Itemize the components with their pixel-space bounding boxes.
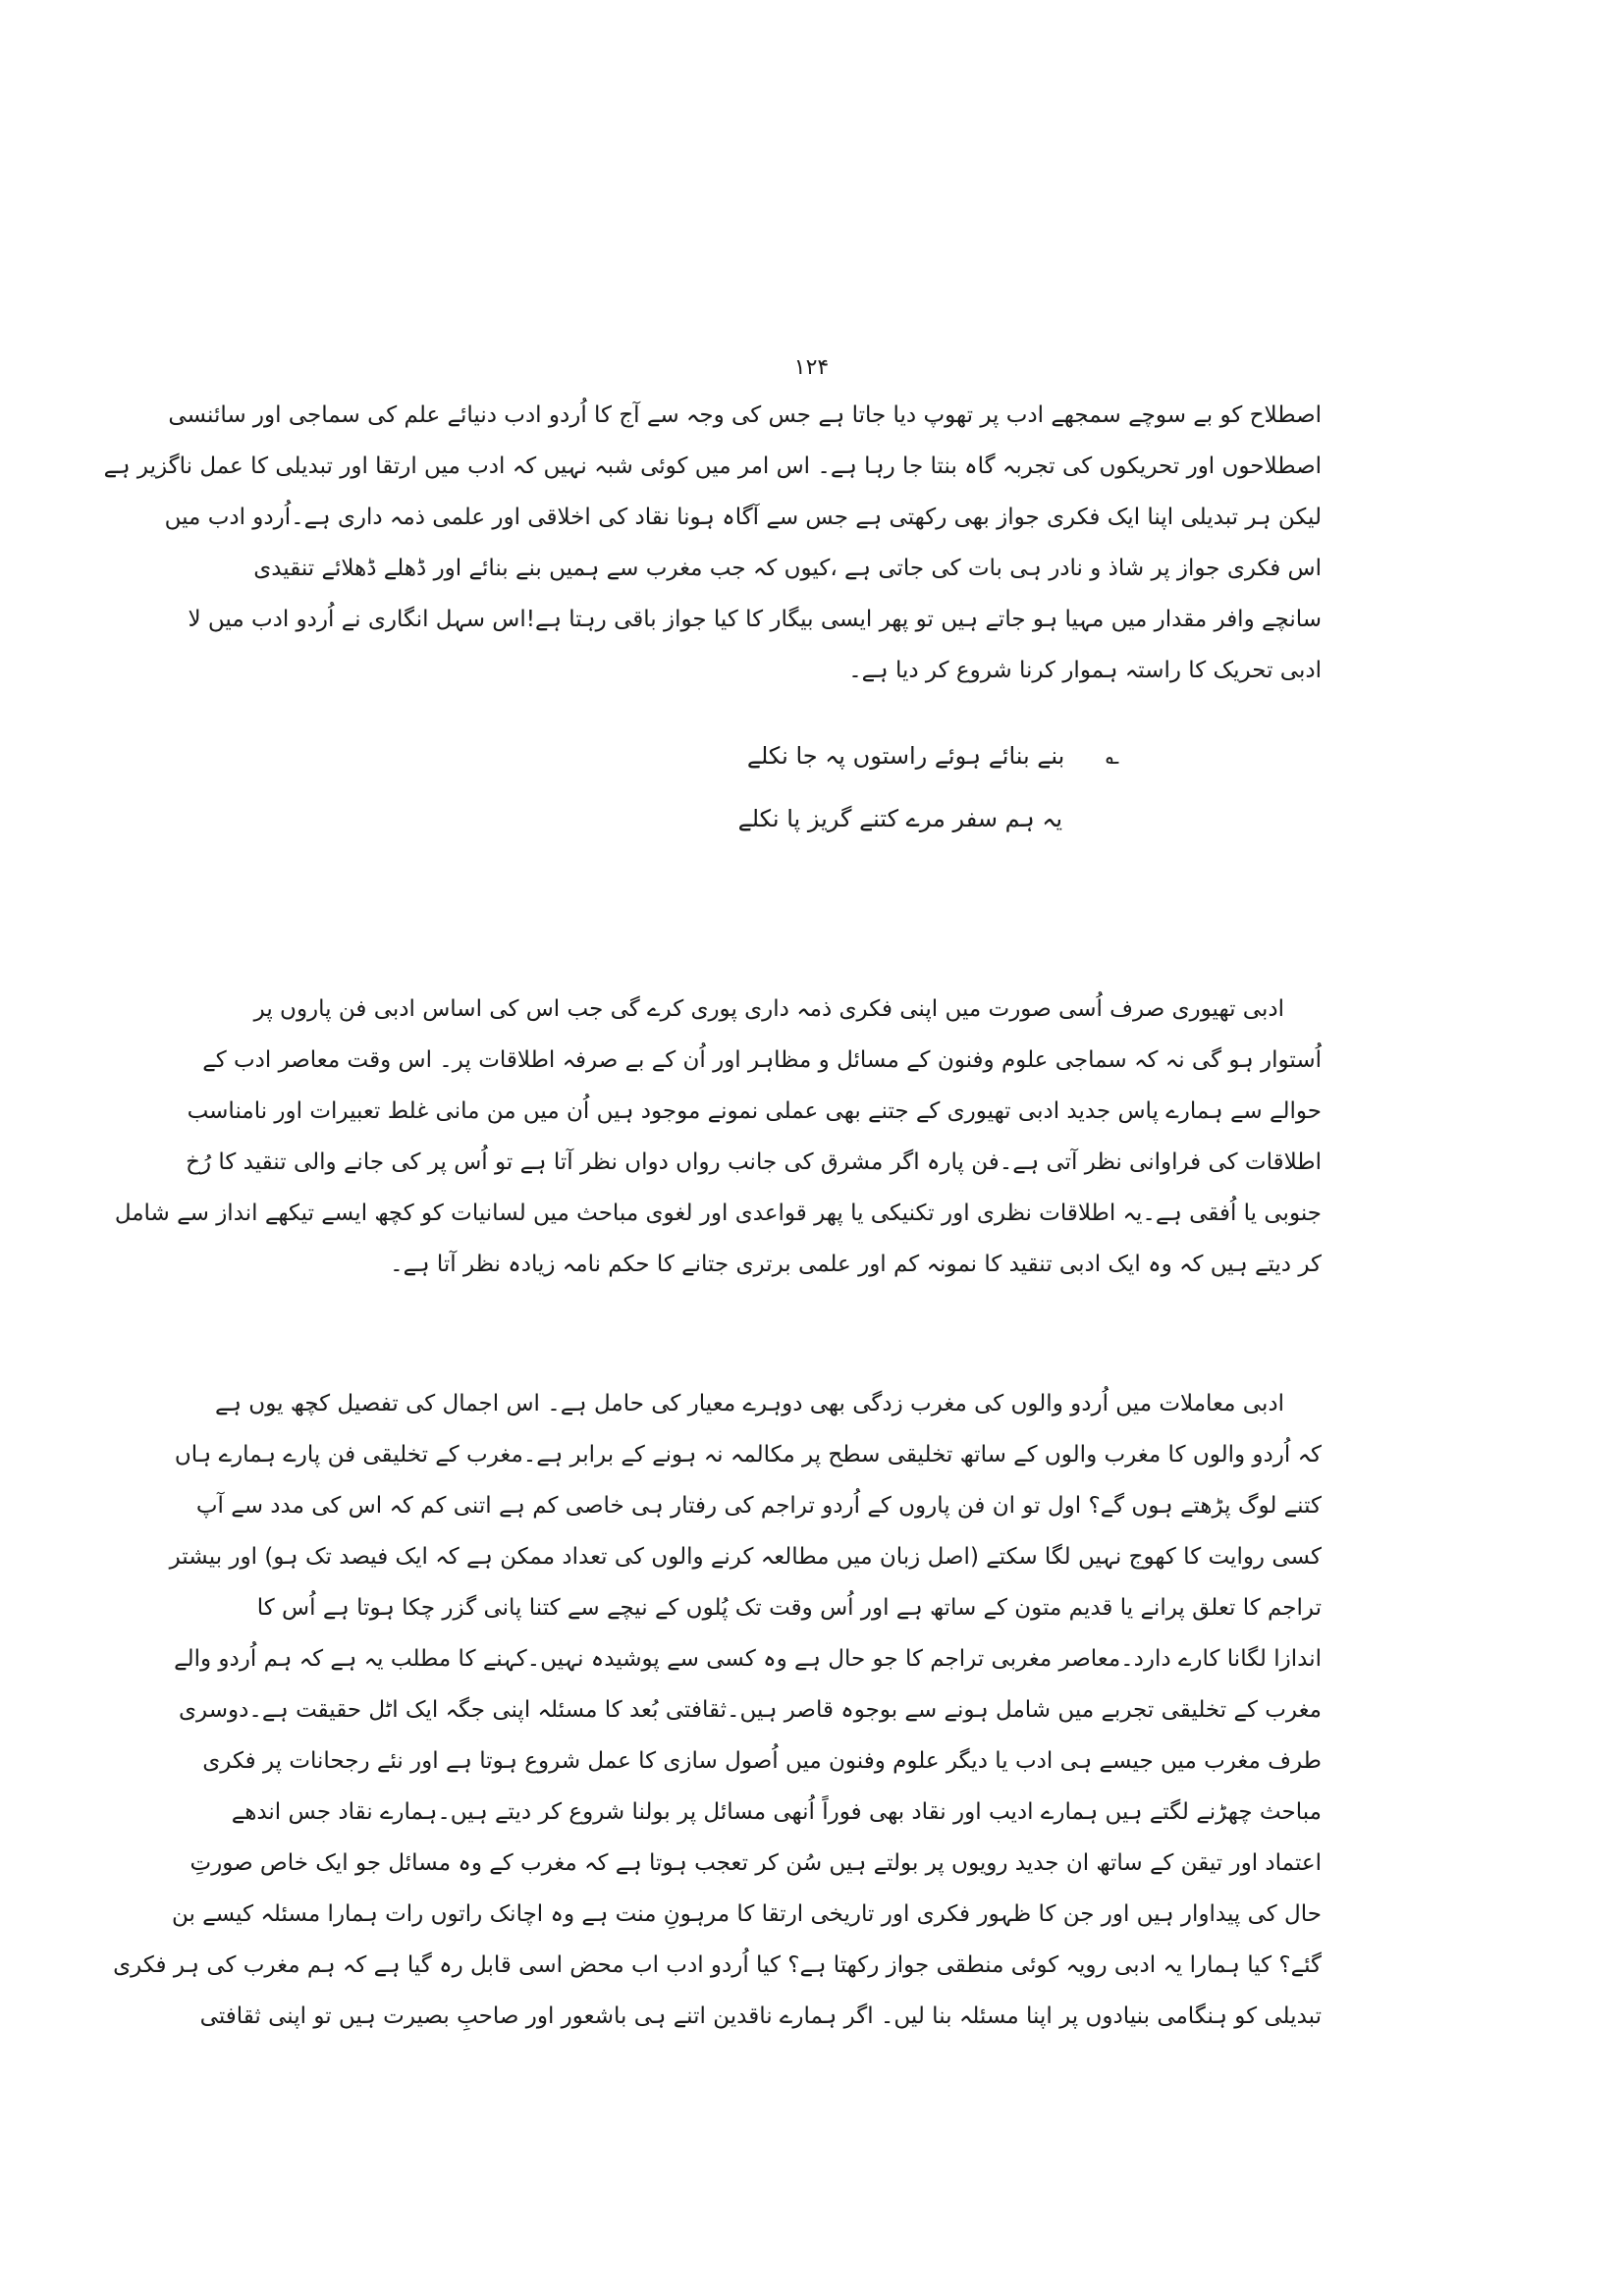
text-line: گئے؟ کیا ہمارا یہ ادبی رویہ کوئی منطقی جواز رکھتا ہے؟ کیا اُردو ادب اب محض اسی قابل رہ گیا ہے کہ ہم مغرب کی ہر فکری xyxy=(113,1952,1322,1978)
text-line: ادبی تحریک کا راستہ ہموار کرنا شروع کر دیا ہے۔ xyxy=(848,658,1322,683)
text-line: حال کی پیداوار ہیں اور جن کا ظہور فکری اور تاریخی ارتقا کا مرہونِ منت ہے وہ اچانک راتوں رات ہمارا مسئلہ کیسے بن xyxy=(171,1901,1322,1927)
text-line: اس فکری جواز پر شاذ و نادر ہی بات کی جاتی ہے ،کیوں کہ جب مغرب سے ہمیں بنے بنائے اور ڈھلے ڈھلائے تنقیدی xyxy=(253,556,1322,581)
text-line: اعتماد اور تیقن کے ساتھ ان جدید رویوں پر بولتے ہیں سُن کر تعجب ہوتا ہے کہ مغرب کے وہ مسائل جو ایک خاص صورتِ xyxy=(189,1850,1322,1876)
paragraph-2 xyxy=(114,984,1322,1290)
verse-line-2 xyxy=(511,787,1119,850)
text-line: کتنے لوگ پڑھتے ہوں گے؟ اول تو ان فن پاروں کے اُردو تراجم کی رفتار ہی خاصی کم ہے اتنی کم کہ اس کی مدد سے آپ xyxy=(195,1493,1322,1519)
verse-line-1-text: بنے بنائے ہوئے راستوں پہ جا نکلے xyxy=(746,742,1065,770)
verse-line-1 xyxy=(511,724,1119,787)
text-line: سانچے وافر مقدار میں مہیا ہو جاتے ہیں تو پھر ایسی بیگار کا کیا جواز باقی رہتا ہے!اس سہل انگاری نے اُردو ادب میں لا xyxy=(188,607,1322,632)
text-line: کسی روایت کا کھوج نہیں لگا سکتے (اصل زبان میں مطالعہ کرنے والوں کی تعداد ممکن ہے کہ ایک فیصد تک ہو) اور بیشتر xyxy=(169,1544,1322,1570)
text-line: کر دیتے ہیں کہ وہ ایک ادبی تنقید کا نمونہ کم اور علمی برتری جتانے کا حکم نامہ زیادہ نظر آتا ہے۔ xyxy=(390,1252,1322,1277)
text-line: ادبی تھیوری صرف اُسی صورت میں اپنی فکری ذمہ داری پوری کرے گی جب اس کی اساس ادبی فن پاروں پر xyxy=(253,996,1284,1022)
text-line: مباحث چھڑنے لگتے ہیں ہمارے ادیب اور نقاد بھی فوراً اُنھی مسائل پر بولنا شروع کر دیتے ہیں۔ہمارے نقاد جس اندھے xyxy=(231,1799,1322,1825)
text-line: اطلاقات کی فراوانی نظر آتی ہے۔فن پارہ اگر مشرق کی جانب رواں دواں نظر آتا ہے تو اُس پر کی جانے والی تنقید کا رُخ xyxy=(186,1149,1322,1175)
text-line: اصطلاحوں اور تحریکوں کی تجربہ گاہ بنتا جا رہا ہے۔ اس امر میں کوئی شبہ نہیں کہ ادب میں ارتقا اور تبدیلی کا عمل ناگزیر ہے xyxy=(103,454,1322,479)
page-number: ۱۲۴ xyxy=(793,355,830,380)
text-line: ادبی معاملات میں اُردو والوں کی مغرب زدگی بھی دوہرے معیار کی حامل ہے۔ اس اجمال کی تفصیل کچھ یوں ہے xyxy=(215,1391,1284,1416)
verse-couplet xyxy=(511,724,1119,850)
paragraph-1 xyxy=(103,390,1322,696)
text-line: تبدیلی کو ہنگامی بنیادوں پر اپنا مسئلہ بنا لیں۔ اگر ہمارے ناقدین اتنے ہی باشعور اور صاحبِ بصیرت ہیں تو اپنی ثقافتی xyxy=(199,2003,1322,2029)
text-line: لیکن ہر تبدیلی اپنا ایک فکری جواز بھی رکھتی ہے جس سے آگاہ ہونا نقاد کی اخلاقی اور علمی ذمہ داری ہے۔اُردو ادب میں xyxy=(164,505,1322,530)
text-line: اُستوار ہو گی نہ کہ سماجی علوم وفنون کے مسائل و مظاہر اور اُن کے بے صرفہ اطلاقات پر۔ اس وقت معاصر ادب کے xyxy=(202,1047,1322,1073)
text-line: اندازا لگانا کارے دارد۔معاصر مغربی تراجم کا جو حال ہے وہ کسی سے پوشیدہ نہیں۔کہنے کا مطلب یہ ہے کہ ہم اُردو والے xyxy=(174,1646,1322,1672)
text-line: تراجم کا تعلق پرانے یا قدیم متون کے ساتھ ہے اور اُس وقت تک پُلوں کے نیچے سے کتنا پانی گزر چکا ہوتا ہے اُس کا xyxy=(256,1595,1322,1621)
verse-line-2-text: یہ ہم سفر مرے کتنے گریز پا نکلے xyxy=(737,805,1062,832)
paragraph-3 xyxy=(113,1378,1322,2042)
text-line: اصطلاح کو بے سوچے سمجھے ادب پر تھوپ دیا جاتا ہے جس کی وجہ سے آج کا اُردو ادب دنیائے علم کی سماجی اور سائنسی xyxy=(168,402,1322,428)
text-line: جنوبی یا اُفقی ہے۔یہ اطلاقات نظری اور تکنیکی یا پھر قواعدی اور لغوی مباحث میں لسانیات کو کچھ ایسے تیکھے انداز سے شامل xyxy=(114,1201,1322,1226)
text-line: مغرب کے تخلیقی تجربے میں شامل ہونے سے بوجوہ قاصر ہیں۔ثقافتی بُعد کا مسئلہ اپنی جگہ ایک اٹل حقیقت ہے۔دوسری xyxy=(179,1697,1322,1723)
text-line: طرف مغرب میں جیسے ہی ادب یا دیگر علوم وفنون میں اُصول سازی کا عمل شروع ہوتا ہے اور نئے رجحانات پر فکری xyxy=(202,1748,1322,1774)
text-line: کہ اُردو والوں کا مغرب والوں کے ساتھ تخلیقی سطح پر مکالمہ نہ ہونے کے برابر ہے۔مغرب کے تخلیقی فن پارے ہمارے ہاں xyxy=(174,1442,1322,1468)
verse-mark: ؎ xyxy=(1105,742,1119,770)
text-line: حوالے سے ہمارے پاس جدید ادبی تھیوری کے جتنے بھی عملی نمونے موجود ہیں اُن میں من مانی غلط تعبیرات اور نامناسب xyxy=(187,1098,1322,1124)
